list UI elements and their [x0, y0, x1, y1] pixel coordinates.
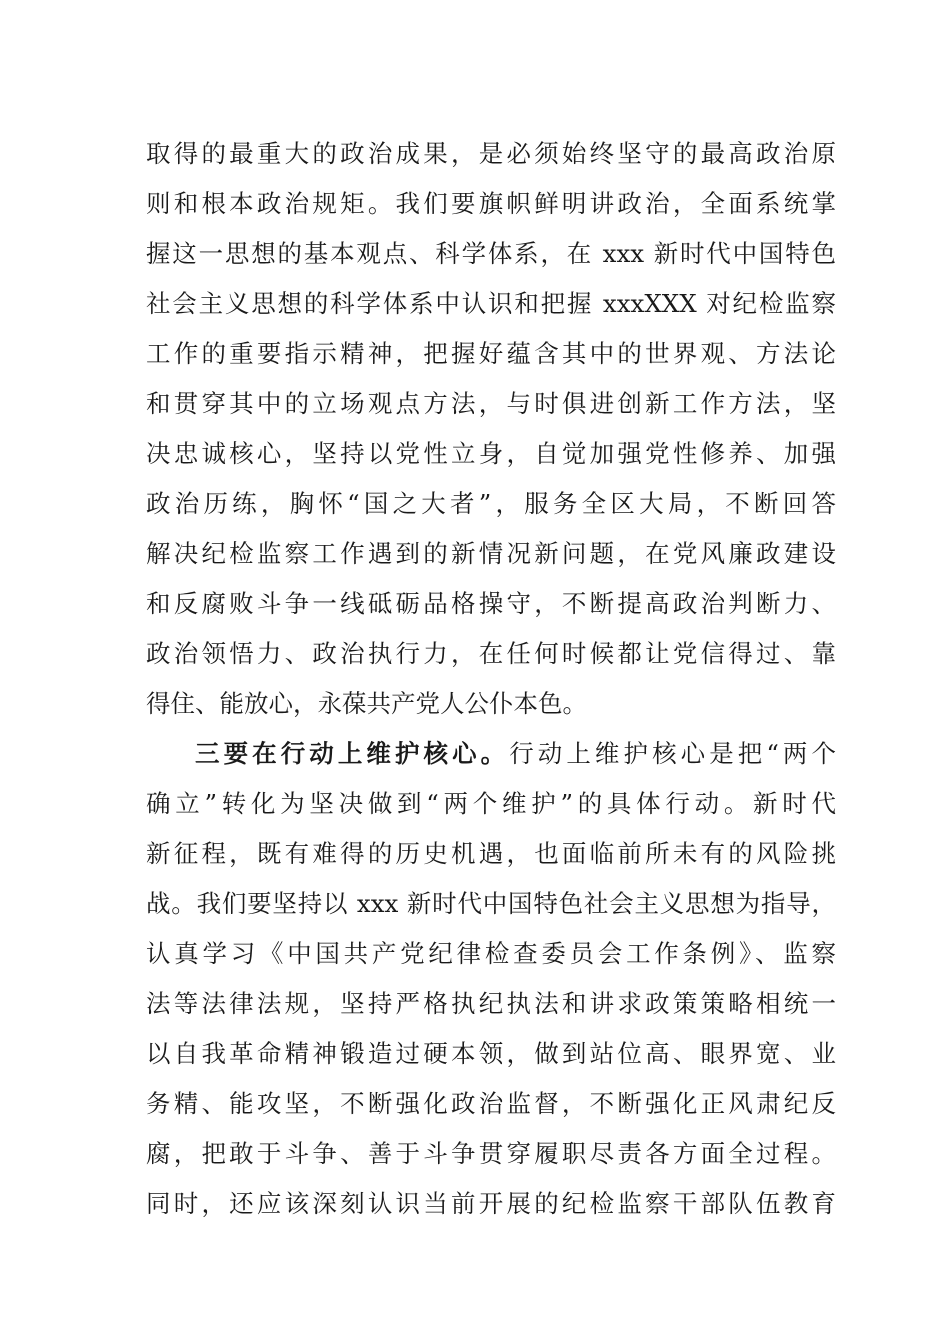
paragraph-line: 则和根本政治规矩。我们要旗帜鲜明讲政治，全面系统掌 — [146, 189, 836, 218]
paragraph-line: 得住、能放心，永葆共产党人公仆本色。 — [146, 689, 587, 718]
paragraph-line: 同时，还应该深刻认识当前开展的纪检监察干部队伍教育 — [146, 1189, 836, 1218]
paragraph-line: 战。我们要坚持以 xxx 新时代中国特色社会主义思想为指导， — [146, 889, 836, 918]
paragraph-line: 认真学习《中国共产党纪律检查委员会工作条例》、监察 — [146, 939, 836, 968]
paragraph-line: 社会主义思想的科学体系中认识和把握 xxxXXX 对纪检监察 — [146, 289, 836, 318]
paragraph-line: 新征程，既有难得的历史机遇，也面临前所未有的风险挑 — [146, 839, 836, 868]
paragraph-line: 和贯穿其中的立场观点方法，与时俱进创新工作方法，坚 — [146, 389, 836, 418]
paragraph-line: 工作的重要指示精神，把握好蕴含其中的世界观、方法论 — [146, 339, 836, 368]
document-body — [146, 129, 836, 1229]
paragraph-line: 以自我革命精神锻造过硬本领，做到站位高、眼界宽、业 — [146, 1039, 836, 1068]
paragraph-line: 务精、能攻坚，不断强化政治监督，不断强化正风肃纪反 — [146, 1089, 836, 1118]
paragraph-line-text: 行动上维护核心是把“两个 — [509, 739, 836, 768]
paragraph-first-line — [146, 729, 836, 779]
paragraph-line: 握这一思想的基本观点、科学体系，在 xxx 新时代中国特色 — [146, 239, 836, 268]
paragraph-line: 取得的最重大的政治成果，是必须始终坚守的最高政治原 — [146, 139, 836, 168]
paragraph-line: 确立”转化为坚决做到“两个维护”的具体行动。新时代 — [146, 789, 836, 818]
paragraph-2 — [146, 729, 836, 1229]
paragraph-line: 政治领悟力、政治执行力，在任何时候都让党信得过、靠 — [146, 639, 836, 668]
paragraph-line: 决忠诚核心，坚持以党性立身，自觉加强党性修养、加强 — [146, 439, 836, 468]
paragraph-1 — [146, 129, 836, 729]
section-heading: 三要在行动上维护核心。 — [195, 739, 510, 768]
paragraph-line: 政治历练，胸怀“国之大者”，服务全区大局，不断回答 — [146, 489, 836, 518]
paragraph-line: 法等法律法规，坚持严格执纪执法和讲求政策策略相统一 — [146, 989, 836, 1018]
paragraph-line: 和反腐败斗争一线砥砺品格操守，不断提高政治判断力、 — [146, 589, 836, 618]
paragraph-line: 腐，把敢于斗争、善于斗争贯穿履职尽责各方面全过程。 — [146, 1139, 836, 1168]
paragraph-line: 解决纪检监察工作遇到的新情况新问题，在党风廉政建设 — [146, 539, 836, 568]
